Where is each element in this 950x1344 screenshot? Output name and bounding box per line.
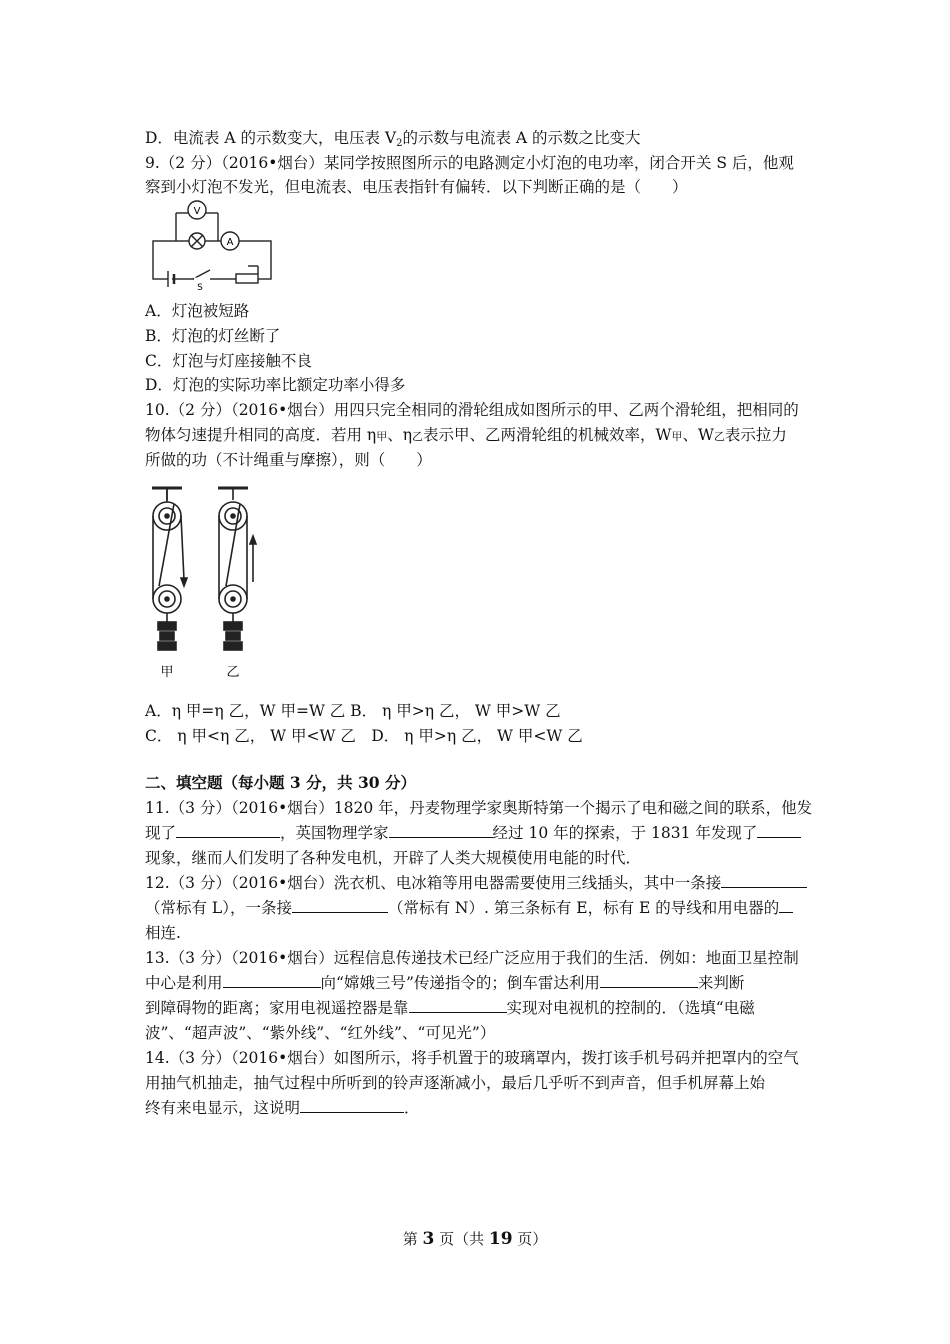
subscript: 甲 <box>376 430 388 443</box>
q11-text: 经过 10 年的探索，于 1831 年发现了 <box>492 824 758 842</box>
q9-stem-line2: 察到小灯泡不发光，但电流表、电压表指针有偏转．以下判断正确的是（ ） <box>145 178 688 196</box>
q13-line2 <box>145 971 815 995</box>
pulley-label-yi: 乙 <box>226 665 240 680</box>
answer-blank[interactable] <box>176 822 280 838</box>
total-pages: 19 <box>488 1229 513 1249</box>
footer-text: 页） <box>512 1230 548 1248</box>
subscript: 甲 <box>671 430 683 443</box>
q14-text: ． <box>404 1099 420 1117</box>
q12-line1 <box>145 871 815 895</box>
pulley-label-jia: 甲 <box>160 665 174 680</box>
answer-blank[interactable] <box>600 972 698 988</box>
q10-text: 、η <box>387 426 413 444</box>
q10-text: 、W <box>682 426 714 444</box>
page-footer <box>0 1228 950 1249</box>
q9-option-a: A．灯泡被短路 <box>145 302 250 320</box>
answer-blank[interactable] <box>757 822 801 838</box>
q10-stem-line3: 所做的功（不计绳重与摩擦），则（ ） <box>145 451 432 469</box>
q9-circuit-figure <box>148 198 276 290</box>
q11-text: 现了 <box>145 824 177 842</box>
q9-option-c: C．灯泡与灯座接触不良 <box>145 352 312 370</box>
q12-text: 12.（3 分）（2016•烟台）洗衣机、电冰箱等用电器需要使用三线插头，其中一条接 <box>145 874 722 892</box>
q9-stem-line1: 9.（2 分）（2016•烟台）某同学按照图所示的电路测定小灯泡的电功率，闭合开关 S 后，他观 <box>145 154 794 172</box>
q12-text: （常标有 L），一条接 <box>145 899 292 917</box>
answer-blank[interactable] <box>779 897 793 913</box>
answer-blank[interactable] <box>721 872 807 888</box>
q8-option-d-text: D．电流表 A 的示数变大，电压表 V <box>145 129 397 147</box>
q9-option-b: B．灯泡的灯丝断了 <box>145 327 281 345</box>
voltmeter-label: V <box>193 206 201 217</box>
subscript: 2 <box>396 138 403 149</box>
q10-stem-line1: 10.（2 分）（2016•烟台）用四只完全相同的滑轮组成如图所示的甲、乙两个滑轮组，把相同的 <box>145 401 799 419</box>
q14-text: 终有来电显示，这说明 <box>145 1099 301 1117</box>
q13-text: 来判断 <box>697 974 745 992</box>
q11-text: ，英国物理学家 <box>280 824 389 842</box>
q11-line1: 11.（3 分）（2016•烟台）1820 年，丹麦物理学家奥斯特第一个揭示了电和磁之间的联系，他发 <box>145 799 813 817</box>
q8-option-d-text-end: 的示数与电流表 A 的示数之比变大 <box>402 129 641 147</box>
switch-label: S <box>197 283 203 290</box>
q13-text: 向“嫦娥三号”传递指令的；倒车雷达利用 <box>320 974 600 992</box>
subscript: 乙 <box>713 430 725 443</box>
answer-blank[interactable] <box>292 897 388 913</box>
q14-line1: 14.（3 分）（2016•烟台）如图所示，将手机置于的玻璃罩内，拨打该手机号码并把罩内的空气 <box>145 1049 799 1067</box>
q14-line2: 用抽气机抽走，抽气过程中所听到的铃声逐渐减小，最后几乎听不到声音，但手机屏幕上始 <box>145 1074 766 1092</box>
q10-pulley-figure <box>146 482 270 682</box>
q10-text: 物体匀速提升相同的高度．若用 η <box>145 426 377 444</box>
answer-blank[interactable] <box>223 972 321 988</box>
section-heading: 二、填空题（每小题 3 分，共 30 分） <box>145 773 416 792</box>
answer-blank[interactable] <box>300 1097 404 1113</box>
q12-text: （常标有 N）. 第三条标有 E，标有 E 的导线和用电器的 <box>387 899 780 917</box>
q12-line3: 相连. <box>145 924 181 942</box>
q13-line3 <box>145 996 815 1020</box>
q12-line2 <box>145 896 815 920</box>
page-number: 3 <box>422 1229 435 1249</box>
q9-option-d: D．灯泡的实际功率比额定功率小得多 <box>145 376 406 394</box>
answer-blank[interactable] <box>409 997 507 1013</box>
q13-line4: 波”、“超声波”、“紫外线”、“红外线”、“可见光”） <box>145 1024 496 1042</box>
q13-text: 实现对电视机的控制的．（选填“电磁 <box>506 999 755 1017</box>
ammeter-label: A <box>226 237 234 248</box>
footer-text: 页（共 <box>434 1230 489 1248</box>
q10-text: 表示拉力 <box>724 426 787 444</box>
q10-options-cd: C． η 甲<η 乙， W 甲<W 乙 D． η 甲>η 乙， W 甲<W 乙 <box>145 727 583 745</box>
q11-line3: 现象，继而人们发明了各种发电机，开辟了人类大规模使用电能的时代． <box>145 849 642 867</box>
q13-line1: 13.（3 分）（2016•烟台）远程信息传递技术已经广泛应用于我们的生活．例如：地面卫星控制 <box>145 949 799 967</box>
footer-text: 第 <box>402 1230 423 1248</box>
answer-blank[interactable] <box>389 822 493 838</box>
subscript: 乙 <box>412 430 424 443</box>
q13-text: 中心是利用 <box>145 974 223 992</box>
q10-text: 表示甲、乙两滑轮组的机械效率，W <box>423 426 672 444</box>
q13-text: 到障碍物的距离；家用电视遥控器是靠 <box>145 999 409 1017</box>
q10-options-ab: A．η 甲=η 乙，W 甲=W 乙 B． η 甲>η 乙， W 甲>W 乙 <box>145 702 561 720</box>
q10-stem-line2 <box>145 423 815 449</box>
q11-line2 <box>145 821 815 845</box>
q14-line3 <box>145 1096 815 1120</box>
